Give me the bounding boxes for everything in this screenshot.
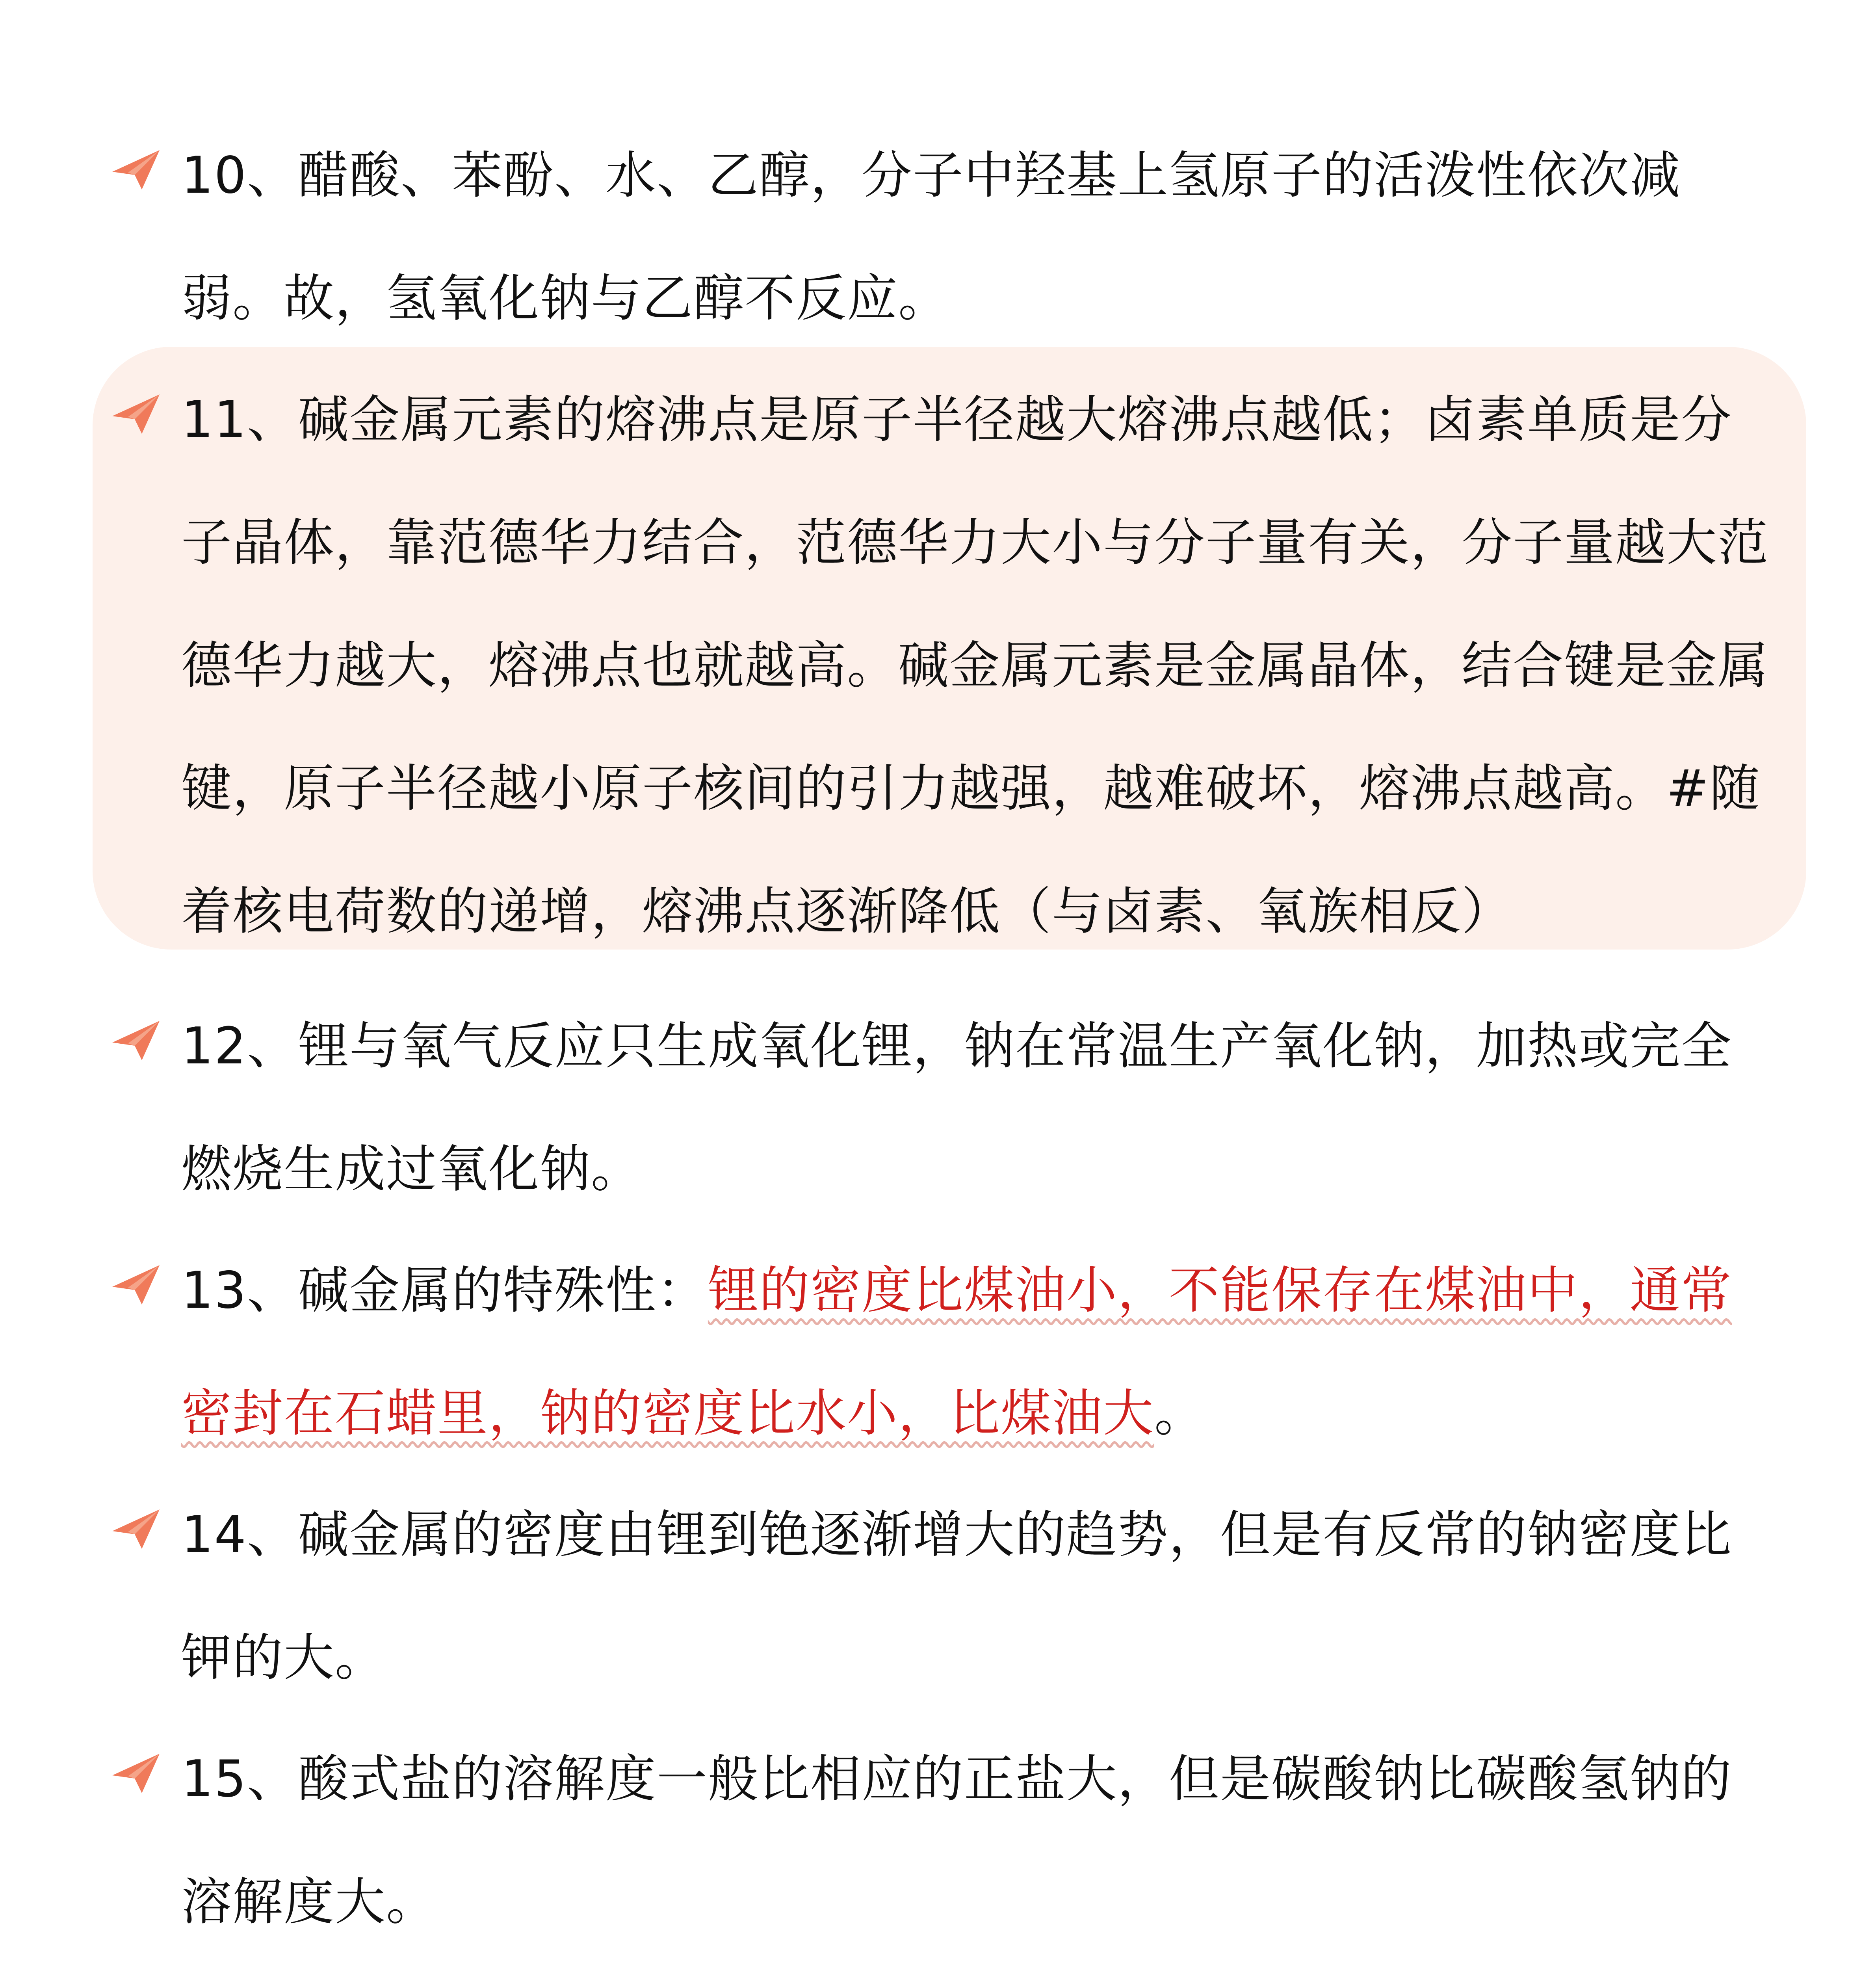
list-item <box>102 1718 1781 1964</box>
list-item <box>102 1229 1781 1475</box>
item-text: 11、碱金属元素的熔沸点是原子半径越大熔沸点越低；卤素单质是分子晶体，靠范德华力结合，范德华力大小与分子量有关，分子量越大范德华力越大，熔沸点也就越高。碱金属元素是金属晶体，结合键是金属键，原子半径越小原子核间的引力越强，越难破坏，熔沸点越高。#随着核电荷数的递增，熔沸点逐渐降低（与卤素、氧族相反） <box>181 390 1769 941</box>
list-item <box>102 359 1781 973</box>
paper-plane-icon <box>110 148 162 191</box>
item-text: 15、酸式盐的溶解度一般比相应的正盐大，但是碳酸钠比碳酸氢钠的溶解度大。 <box>181 1750 1732 1931</box>
list-item <box>102 1474 1781 1719</box>
item-text: 12、锂与氧气反应只生成氧化锂，钠在常温生产氧化钠，加热或完全燃烧生成过氧化钠。 <box>181 1017 1732 1199</box>
list-item <box>102 985 1781 1231</box>
paper-plane-icon <box>110 392 162 436</box>
paper-plane-icon <box>110 1019 162 1062</box>
item-text: 14、碱金属的密度由锂到铯逐渐增大的趋势，但是有反常的钠密度比钾的大。 <box>181 1505 1732 1687</box>
item-text: 10、醋酸、苯酚、水、乙醇，分子中羟基上氢原子的活泼性依次减弱。故，氢氧化钠与乙醇不反应。 <box>181 146 1681 328</box>
item-prefix: 13、碱金属的特殊性： <box>181 1261 708 1320</box>
item-text <box>102 1229 1781 1475</box>
list-item <box>102 114 1781 360</box>
paper-plane-icon <box>110 1752 162 1795</box>
paper-plane-icon <box>110 1507 162 1551</box>
item-suffix: 。 <box>1154 1384 1206 1443</box>
highlighted-text: 锂的密度比煤油小，不能保存在煤油中，通常密封在石蜡里，钠的密度比水小，比煤油大 <box>181 1261 1732 1443</box>
paper-plane-icon <box>110 1263 162 1307</box>
